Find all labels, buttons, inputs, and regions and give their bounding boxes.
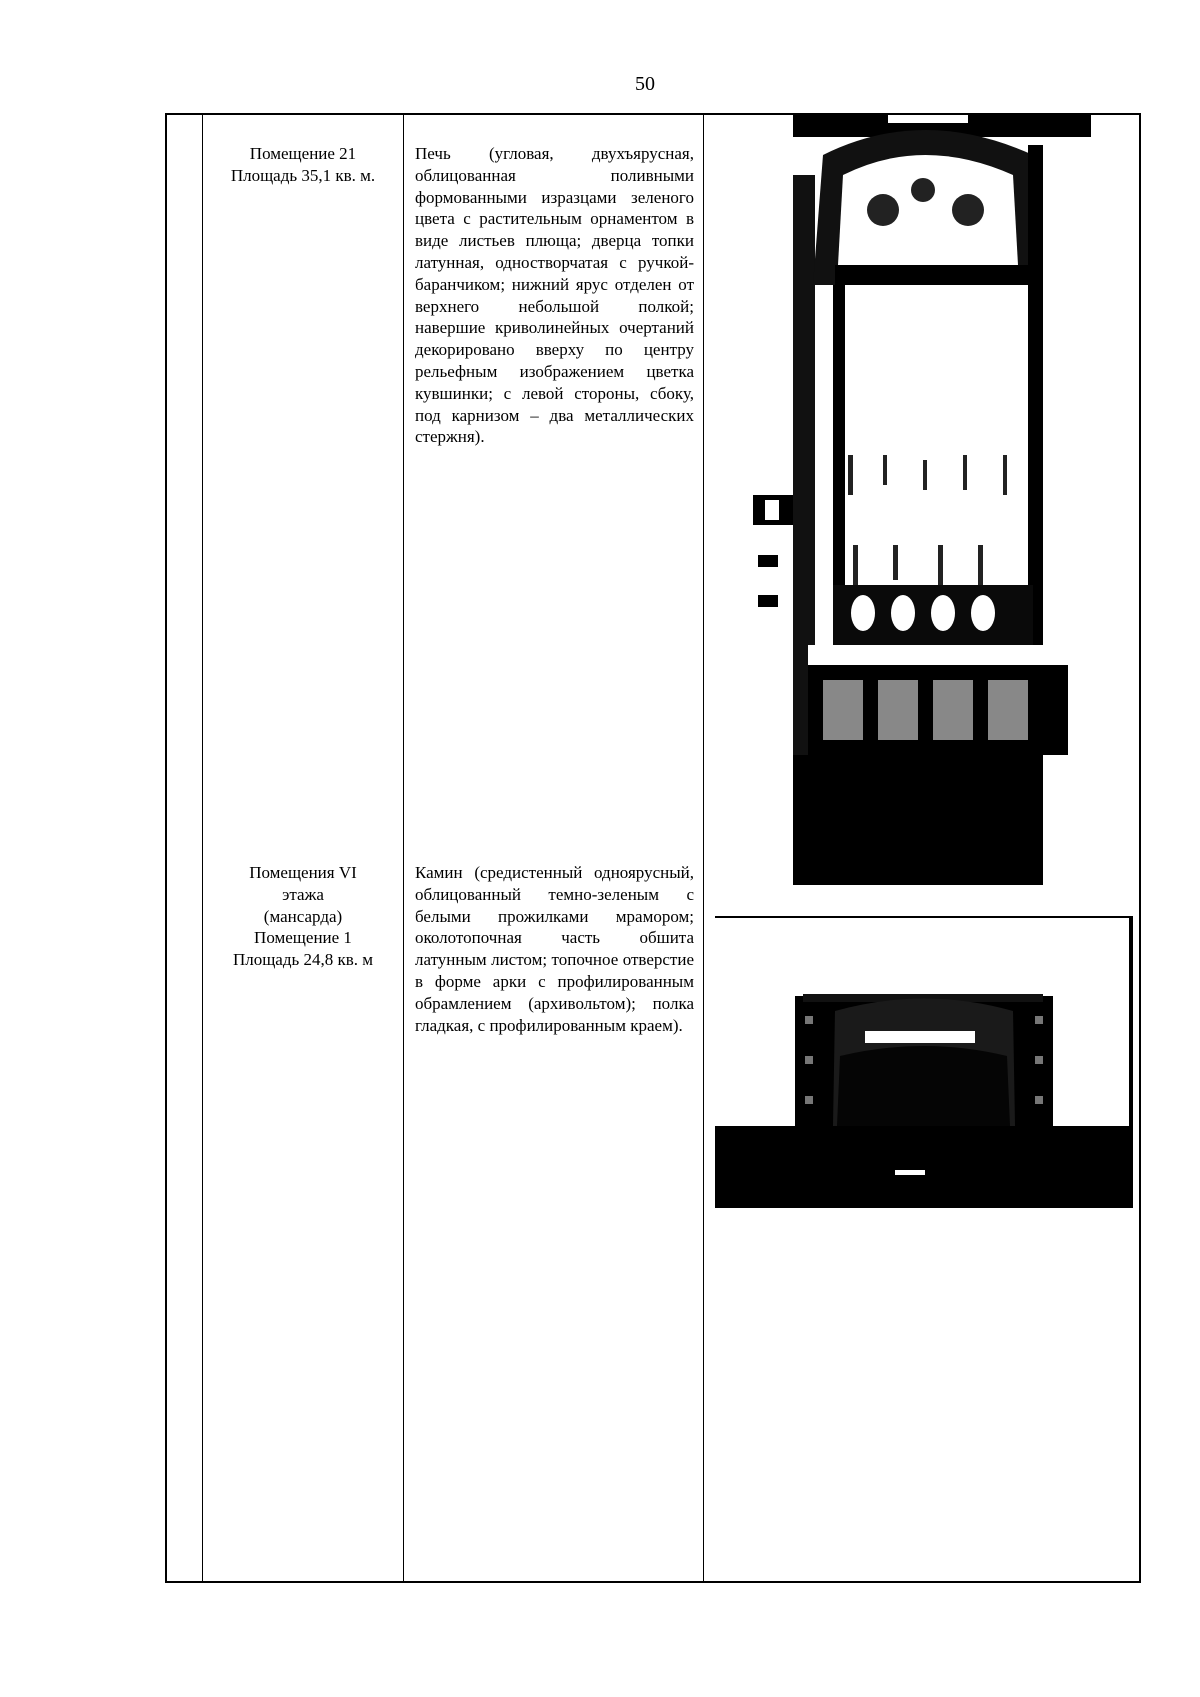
heritage-table [165, 113, 1141, 1583]
description-cell-2: Камин (средистенный одноярусный, облицованный темно-зеленым с белыми прожилками мрамором; околотопочная часть обшита латунным листом; топочное отверстие в форме арки с профилированным обрамлением (архивольтом); полка гладкая, с профилированным краем). [415, 863, 694, 1035]
column-divider [202, 115, 203, 1581]
fireplace-image [715, 916, 1133, 1208]
room-name: Помещения VI [249, 863, 357, 882]
room-area: Площадь 24,8 кв. м [232, 950, 374, 970]
room-cell-2 [204, 862, 402, 971]
room-number: Помещение 1 [254, 928, 352, 948]
room-name: Помещение 21 [249, 144, 357, 163]
room-floor-note: (мансарда) [263, 906, 343, 926]
page-number: 50 [635, 73, 655, 95]
stove-photo [753, 115, 1091, 885]
room-floor: этажа [282, 884, 324, 904]
column-divider [403, 115, 404, 1581]
room-area: Площадь 35,1 кв. м. [230, 165, 376, 185]
stove-image [753, 115, 1091, 885]
fireplace-photo [715, 916, 1133, 1208]
description-cell-1: Печь (угловая, двухъярусная, облицованная поливными формованными изразцами зеленого цвета с растительным орнаментом в виде листьев плюща; дверца топки латунная, одностворчатая с ручкой-баранчиком; нижний ярус отделен от верхнего небольшой полкой; навершие криволинейных очертаний декорировано вверху по центру рельефным изображением цветка кувшинки; с левой стороны, сбоку, под карнизом – два металлических стержня). [415, 144, 694, 447]
column-divider [703, 115, 704, 1581]
room-cell-1 [204, 143, 402, 187]
